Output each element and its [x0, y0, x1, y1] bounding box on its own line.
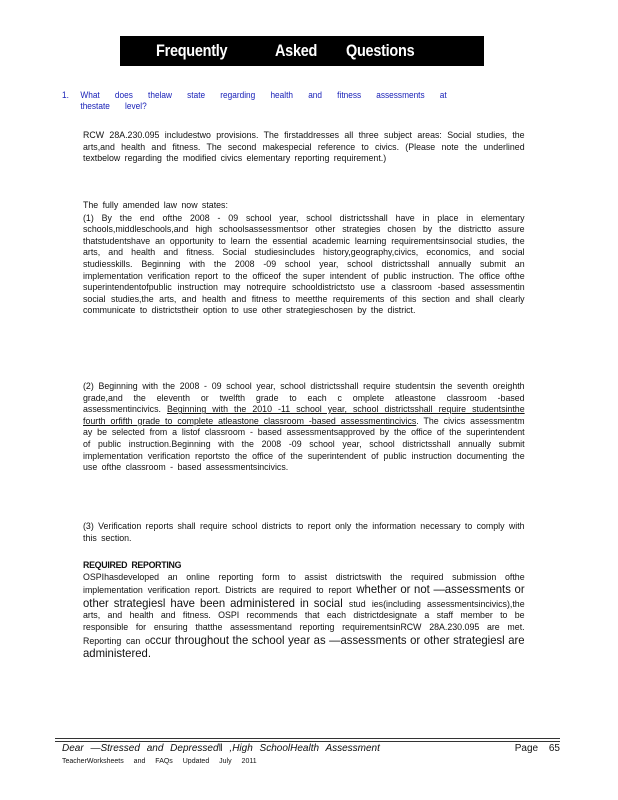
required-reporting-heading: REQUIRED REPORTING	[83, 560, 182, 570]
banner-word-frequently: Frequently	[156, 41, 228, 60]
paragraph-intro: The fully amended law now states:	[83, 200, 228, 210]
question-text: What does thelaw state regarding health and fitness assessments at thestate level?	[80, 90, 447, 111]
footer-title: Dear —Stressed and Depressed‖ ,High SchoolHealth Assessment	[62, 743, 380, 754]
paragraph-rcw: RCW 28A.230.095 includestwo provisions. The firstaddresses all three subject areas: Social studies, the arts,and health and fitness. The second makespecial reference to civics. (Please note the underlined textbelow regarding the modified civics elementary reporting requirement.)	[83, 130, 525, 164]
paragraph-provision-1: (1) By the end ofthe 2008 - 09 school year, school districtsshall have in place in elementary schools,middleschools,and high schoolsassessmentsor other strategies chosen by the districtto assure thatstudentshave an opportunity to learn the essential academic learning requirementsinsocial studies, the arts, and health and fitness. Social studiesincludes history,geography,civics, economics, and social studiesskills. Beginning with the 2008 -09 school year, school districtsshall annually submit an implementation verification report to the officeof the super intendent of public instruction. The office ofthe superintendentofpublic instruction may notrequire schooldistrictsto use a classroom -based assessmentin social studies,the arts, and health and fitness to meetthe requirements of this section and shall clearly communicate to districtstheir option to use other strategieschosen by the district.	[83, 212, 525, 316]
paragraph-required-reporting	[83, 560, 525, 661]
reporting-text-a: OSPIhasdeveloped an online reporting form to assist districtswith the required submission ofthe implementation verification report. Districts are required to report	[83, 571, 525, 596]
footer-rule-lower	[55, 741, 560, 742]
reporting-text-c: stud ies(including assessmentsincivics),the arts, and health and fitness. OSPI recommends that each districtdesignate a staff member to be responsible for ensuring thatthe assessmentand reporting requirementsinRCW 28A.230.095 are met. Reporting can o	[83, 598, 525, 646]
page-number: Page 65	[514, 743, 560, 754]
footer-rule	[55, 738, 560, 739]
paragraph-provision-2	[83, 381, 525, 474]
provision-2-underlined: Beginning with the 2010 -11 school year, school districtsshall require studentsinthe fourth orfifth grade to complete atleastone classroom -based assessmentincivics	[83, 404, 525, 426]
footer-line	[62, 743, 562, 754]
page-banner	[120, 36, 484, 66]
paragraph-amended-law	[83, 200, 525, 317]
provision-2-text-a: (2) Beginning with the 2008 - 09 school year, school districtsshall require studentsin the seventh oreighth grade,and the eleventh or twelfth grade to each c omplete atleastone classroom -based assessmentincivics.	[83, 381, 525, 415]
footer-subtitle: TeacherWorksheets and FAQs Updated July 2011	[62, 758, 257, 765]
banner-word-asked: Asked	[275, 41, 318, 60]
paragraph-provision-3: (3) Verification reports shall require school districts to report only the information necessary to comply with this section.	[83, 521, 525, 543]
banner-word-questions: Questions	[346, 41, 415, 60]
question-number: 1.	[62, 90, 69, 100]
reporting-text-d: ccur throughout the school year as —assessments or other strategiesl are administered.	[83, 632, 525, 661]
reporting-text-b: whether or not —assessments or other strategiesl have been administered in social	[83, 582, 525, 610]
provision-2-text-c: . The civics assessmentm ay be selected from a listof classroom - based assessmentsapproved by the office of the superintendent of public instruction.Beginning with the 2008 -09 school year, school districtsshall annually submit implementation verification reportsto the office of the superintendent of public instruction documenting the use ofthe classroom - based assessmentsincivics.	[83, 415, 525, 473]
